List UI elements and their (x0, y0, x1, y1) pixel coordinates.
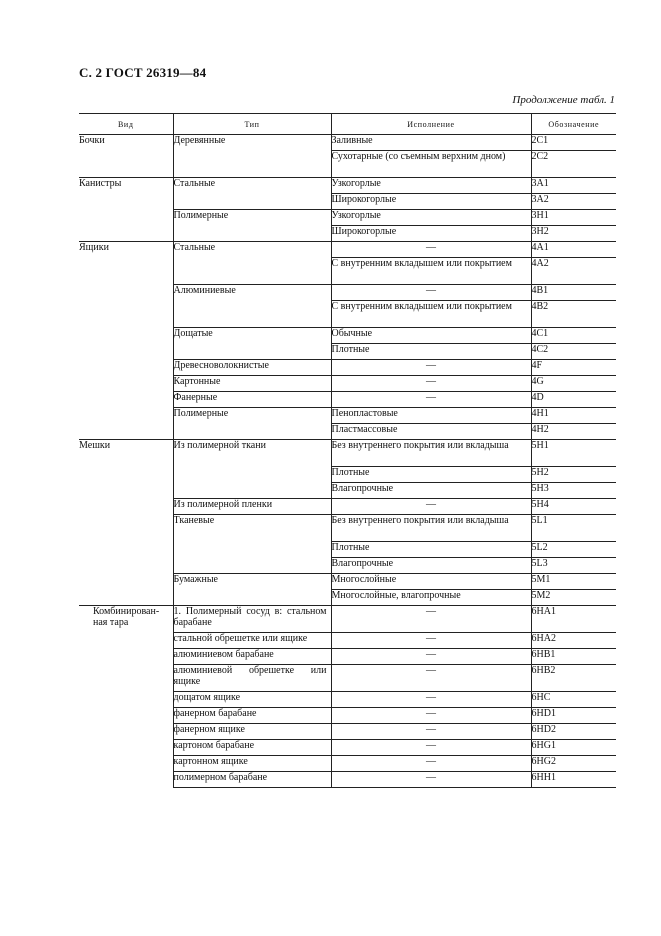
code-cell: 4B2 (531, 301, 616, 328)
code-cell: 6HB2 (531, 665, 616, 692)
code-cell: 3A2 (531, 194, 616, 210)
type-cell: алюминиевом барабане (173, 649, 331, 665)
variant-cell: Широкогорлые (331, 226, 531, 242)
variant-cell: — (331, 242, 531, 258)
column-header-code: Обозначение (531, 114, 616, 135)
type-cell: Бумажные (173, 574, 331, 606)
variant-cell: Широкогорлые (331, 194, 531, 210)
variant-cell: — (331, 360, 531, 376)
table-row (79, 178, 616, 194)
code-cell: 6HA2 (531, 633, 616, 649)
variant-cell: Пенопластовые (331, 408, 531, 424)
variant-cell: Плотные (331, 542, 531, 558)
table-row (79, 606, 616, 633)
type-cell: картоном барабане (173, 740, 331, 756)
variant-cell: Многослойные (331, 574, 531, 590)
variant-cell: Многослойные, влагопрочные (331, 590, 531, 606)
type-cell: картонном ящике (173, 756, 331, 772)
code-cell: 3H2 (531, 226, 616, 242)
code-cell: 6HC (531, 692, 616, 708)
code-cell: 5M1 (531, 574, 616, 590)
type-cell: Стальные (173, 242, 331, 285)
column-header-type: Тип (173, 114, 331, 135)
variant-cell: — (331, 756, 531, 772)
type-cell: Фанерные (173, 392, 331, 408)
variant-cell: Обычные (331, 328, 531, 344)
code-cell: 2C1 (531, 135, 616, 151)
code-cell: 5H2 (531, 467, 616, 483)
variant-cell: — (331, 649, 531, 665)
code-cell: 4A1 (531, 242, 616, 258)
kind-cell: Ящики (79, 242, 173, 440)
type-cell: Полимерные (173, 210, 331, 242)
type-cell: фанерном барабане (173, 708, 331, 724)
code-cell: 4D (531, 392, 616, 408)
type-cell: Из полимерной ткани (173, 440, 331, 499)
kind-cell: Мешки (79, 440, 173, 606)
code-cell: 3A1 (531, 178, 616, 194)
code-cell: 5L3 (531, 558, 616, 574)
type-cell: Стальные (173, 178, 331, 210)
code-cell: 4A2 (531, 258, 616, 285)
variant-cell: Плотные (331, 467, 531, 483)
code-cell: 6HA1 (531, 606, 616, 633)
type-cell: алюминиевой обрешетке или ящике (173, 665, 331, 692)
variant-cell: Влагопрочные (331, 483, 531, 499)
kind-cell: Бочки (79, 135, 173, 178)
code-cell: 5L1 (531, 515, 616, 542)
variant-cell: — (331, 740, 531, 756)
type-cell: 1. Полимерный сосуд в: стальном барабане (173, 606, 331, 633)
code-cell: 5H1 (531, 440, 616, 467)
variant-cell: Плотные (331, 344, 531, 360)
code-cell: 4H2 (531, 424, 616, 440)
variant-cell: Узкогорлые (331, 178, 531, 194)
packaging-table (79, 113, 616, 788)
type-cell: Деревянные (173, 135, 331, 178)
variant-cell: Пластмассовые (331, 424, 531, 440)
type-cell: Древесноволокнистые (173, 360, 331, 376)
code-cell: 6HG2 (531, 756, 616, 772)
kind-cell: Комбинирован-ная тара (93, 606, 160, 628)
variant-cell: — (331, 772, 531, 788)
code-cell: 4H1 (531, 408, 616, 424)
variant-cell: Узкогорлые (331, 210, 531, 226)
type-cell: Дощатые (173, 328, 331, 360)
type-cell: Полимерные (173, 408, 331, 440)
column-header-kind: Вид (79, 114, 173, 135)
variant-cell: С внутренним вкладышем или покрытием (331, 301, 531, 328)
variant-cell: — (331, 692, 531, 708)
table-row (79, 440, 616, 467)
variant-cell: Заливные (331, 135, 531, 151)
code-cell: 6HD1 (531, 708, 616, 724)
type-cell: Тканевые (173, 515, 331, 574)
variant-cell: — (331, 724, 531, 740)
variant-cell: — (331, 708, 531, 724)
kind-cell: Канистры (79, 178, 173, 242)
table-row (79, 135, 616, 151)
type-cell: Алюминиевые (173, 285, 331, 328)
page-header: С. 2 ГОСТ 26319—84 (79, 65, 207, 80)
code-cell: 3H1 (531, 210, 616, 226)
code-cell: 6HG1 (531, 740, 616, 756)
code-cell: 6HD2 (531, 724, 616, 740)
column-header-variant: Исполнение (331, 114, 531, 135)
code-cell: 5M2 (531, 590, 616, 606)
type-cell: Картонные (173, 376, 331, 392)
code-cell: 4C1 (531, 328, 616, 344)
variant-cell: Без внутреннего покрытия или вкладыша (331, 440, 531, 467)
code-cell: 6HB1 (531, 649, 616, 665)
code-cell: 4F (531, 360, 616, 376)
variant-cell: Сухотарные (со съемным верхним дном) (331, 151, 531, 178)
table-continuation-note: Продолжение табл. 1 (512, 94, 615, 106)
type-cell: стальной обрешетке или ящике (173, 633, 331, 649)
variant-cell: С внутренним вкладышем или покрытием (331, 258, 531, 285)
type-cell: дощатом ящике (173, 692, 331, 708)
code-cell: 4B1 (531, 285, 616, 301)
code-cell: 5H3 (531, 483, 616, 499)
variant-cell: — (331, 606, 531, 633)
code-cell: 6HH1 (531, 772, 616, 788)
variant-cell: — (331, 499, 531, 515)
variant-cell: — (331, 633, 531, 649)
variant-cell: — (331, 665, 531, 692)
code-cell: 5L2 (531, 542, 616, 558)
code-cell: 5H4 (531, 499, 616, 515)
type-cell: фанерном ящике (173, 724, 331, 740)
code-cell: 4G (531, 376, 616, 392)
variant-cell: — (331, 392, 531, 408)
code-cell: 4C2 (531, 344, 616, 360)
table-row (79, 242, 616, 258)
type-cell: полимерном барабане (173, 772, 331, 788)
variant-cell: Без внутреннего покрытия или вкладыша (331, 515, 531, 542)
variant-cell: Влагопрочные (331, 558, 531, 574)
code-cell: 2C2 (531, 151, 616, 178)
table-header-row (79, 114, 616, 135)
variant-cell: — (331, 376, 531, 392)
type-cell: Из полимерной пленки (173, 499, 331, 515)
variant-cell: — (331, 285, 531, 301)
